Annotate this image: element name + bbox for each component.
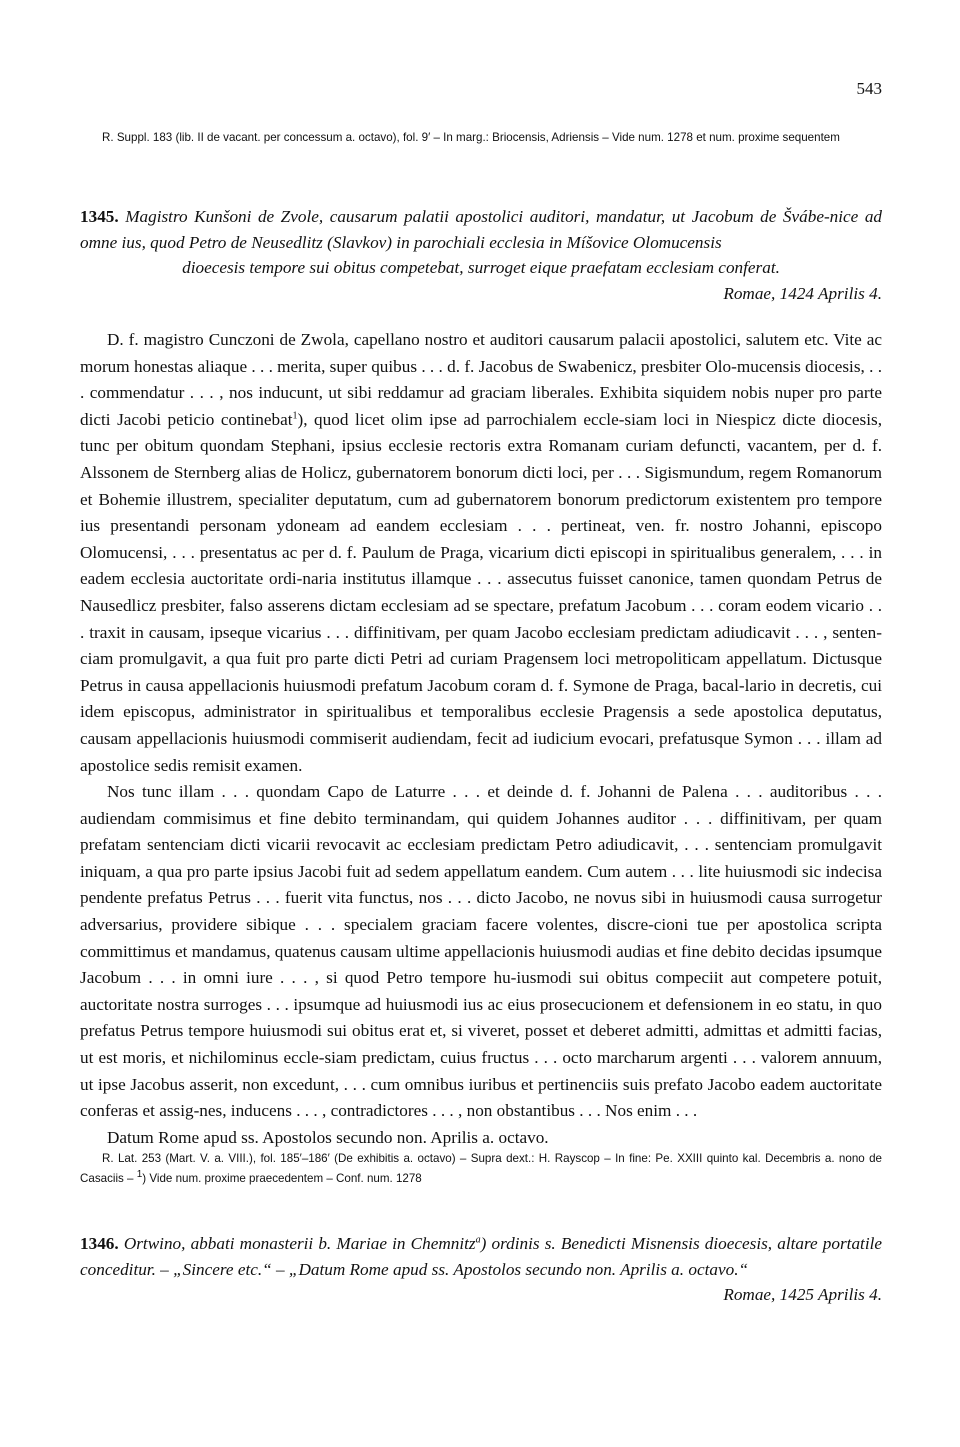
entry-1345-summary-last-line: dioecesis tempore sui obitus competebat, surroget eique praefatam ecclesiam conferat. bbox=[182, 258, 780, 277]
entry-1345-summary-text: Magistro Kunšoni de Zvole, causarum palatii apostolici auditori, mandatur, ut Jacobum de Švábe-nice ad omne ius, quod Petro de Neusedlitz (Slavkov) in parochiali ecclesia in Míšovice Olomucensis bbox=[80, 207, 883, 252]
paragraph-text: ), quod licet olim ipse ad parrochialem eccle-siam loci in Niespicz dicte diocesis, tunc per obitum quondam Stephani, ipsius ecclesie rectoris extra Romanam curiam defuncti, vacantem, per d. f. Alssonem de Sternberg alias de Holicz, gubernatorem bonorum dicti loci, per . . . Sigismundum, regem Romanorum et Bohemie illustrem, specialiter deputatum, cum ad gubernatorem bonorum predictorum existentem pro tempore ius presentandi personam ydoneam ad eandem ecclesiam . . . pertineat, ven. fr. nostro Johanni, episcopo Olomucensi, . . . presentatus ac per d. f. Paulum de Praga, vicarium dicti episcopi in spiritualibus generalem, . . . in eadem ecclesia auctoritate ordi-naria institutus illamque . . . assecutus fuisset canonice, tamen quondam Petrus de Nausedlicz presbiter, falso asserens dictam ecclesiam ad se spectare, prefatum Jacobum . . . coram eodem vicario . . . traxit in causam, ipseque vicarius . . . diffinitivam, per quam Jacobo ecclesiam predictam adiudicavit . . . , senten-ciam promulgavit, a qua fuit pro parte dicti Petri ad curiam Pragensem loci metropoliticam appellatum. Dictusque Petrus in causa appellacionis huiusmodi prefatum Jacobum coram d. f. Symone de Praga, bacal-lario in decretis, cui idem episcopus, administrator in spiritualibus et temporalibus ecclesie Pragensis a sede apostolica deputatus, causam appellacionis huiusmodi commiserit audiendam, fecit ad iudicium evocari, prefatusque Symon . . . illam ad apostolice sedis remisit examen. bbox=[80, 409, 882, 775]
paragraph-text: D. f. magistro Cunczoni de Zwola, capellano nostro et auditori causarum palacii apostolici, salutem etc. Vite ac morum honestas aliaque . . . merita, super quibus . . . d. f. Jacobus de Swabenicz, presbiter Olo-mucensis diocesis, . . . commendatur . . . , nos inducunt, ut sibi reddamur ad graciam liberales. Exhibita siquidem nobis nuper pro parte dicti Jacobi peticio continebat bbox=[80, 330, 882, 429]
entry-1345-number: 1345. bbox=[80, 207, 119, 226]
footnote-marker: 1 bbox=[136, 1169, 143, 1181]
entry-1346-dateline: Romae, 1425 Aprilis 4. bbox=[723, 1285, 882, 1304]
note-text: R. Lat. 253 (Mart. V. a. VIII.), fol. 185′–186′ (De exhibitis a. octavo) – Supra dext.: H. Rayscop – In fine: Pe. XXIII quinto kal. Decembris a. nono de Casaciis – bbox=[80, 1152, 882, 1185]
note-text: ) Vide num. proxime praecedentem – Conf. num. 1278 bbox=[142, 1172, 422, 1185]
paragraph: Nos tunc illam . . . quondam Capo de Laturre . . . et deinde d. f. Johanni de Palena . . . auditoribus . . . audiendam commisimus et fine debito terminandam, qui quidem Johannes auditor . . . diffinitivam, per quam prefatam sentenciam dicti vicarii revocavit ac ecclesiam predictam Petro adiudicavit, . . . sentenciam promulgavit iniquam, a qua pro parte ipsius Jacobi fuit ad sedem appellatum eandem. Cum autem . . . lite huiusmodi sic indecisa pendente prefatus Petrus . . . fuerit vita functus, nos . . . dicto Jacobo, ne novus sibi in huiusmodi causa surrogetur adversarius, providere sibique . . . specialem graciam facere volentes, discre-cioni tue per apostolica scripta committimus et mandamus, quatenus causam ultime appellacionis huiusmodi audias et fine debito decidas ipsumque Jacobum . . . in omni iure . . . , si quod Petro tempore hu-iusmodi sui obitus compeciit aut competere potuit, auctoritate nostra surroges . . . ipsumque ad huiusmodi ius ac eius prosecucionem et defensionem in eo statu, in quo prefatus Petrus tempore huiusmodi sui obitus erat et, si viveret, posset et deberet admitti, admittas et admitti facias, ut est moris, et nichilominus eccle-siam predictam, cuius fructus . . . octo marcharum argenti . . . valorem annuum, ut ipse Jacobus asserit, non excedunt, . . . cum omnibus iuribus et pertinenciis suis prefato Jacobo eadem auctoritate conferas et assig-nes, inducens . . . , contradictores . . . , non obstantibus . . . Nos enim . . . bbox=[80, 782, 882, 1121]
footnote-ref: a bbox=[475, 1234, 481, 1246]
footnote-ref: 1 bbox=[292, 410, 298, 422]
entry-1346-summary-text: Ortwino, abbati monasterii b. Mariae in Chemnitz bbox=[123, 1234, 476, 1253]
entry-1345-document-text bbox=[80, 327, 882, 1151]
paragraph bbox=[80, 327, 882, 779]
paragraph: Datum Rome apud ss. Apostolos secundo non. Aprilis a. octavo. bbox=[107, 1127, 549, 1147]
entry-1346-summary bbox=[80, 1231, 882, 1308]
entry-1345-dateline: Romae, 1424 Aprilis 4. bbox=[723, 283, 882, 303]
entry-1345-source-note bbox=[80, 1149, 882, 1189]
entry-1345-summary bbox=[80, 204, 882, 306]
top-source-note: R. Suppl. 183 (lib. II de vacant. per concessum a. octavo), fol. 9′ – In marg.: Briocensis, Adriensis – Vide num. 1278 et num. proxime sequentem bbox=[102, 131, 840, 144]
entry-1346-summary-text: ) ordinis s. Benedicti Misnensis dioecesis, altare portatile conceditur. – „Sincere etc.“ – „Datum Rome apud ss. Apostolos secundo non. Aprilis a. octavo.“ bbox=[80, 1234, 883, 1279]
page-number: 543 bbox=[856, 79, 882, 98]
entry-1346-number: 1346. bbox=[80, 1234, 119, 1253]
